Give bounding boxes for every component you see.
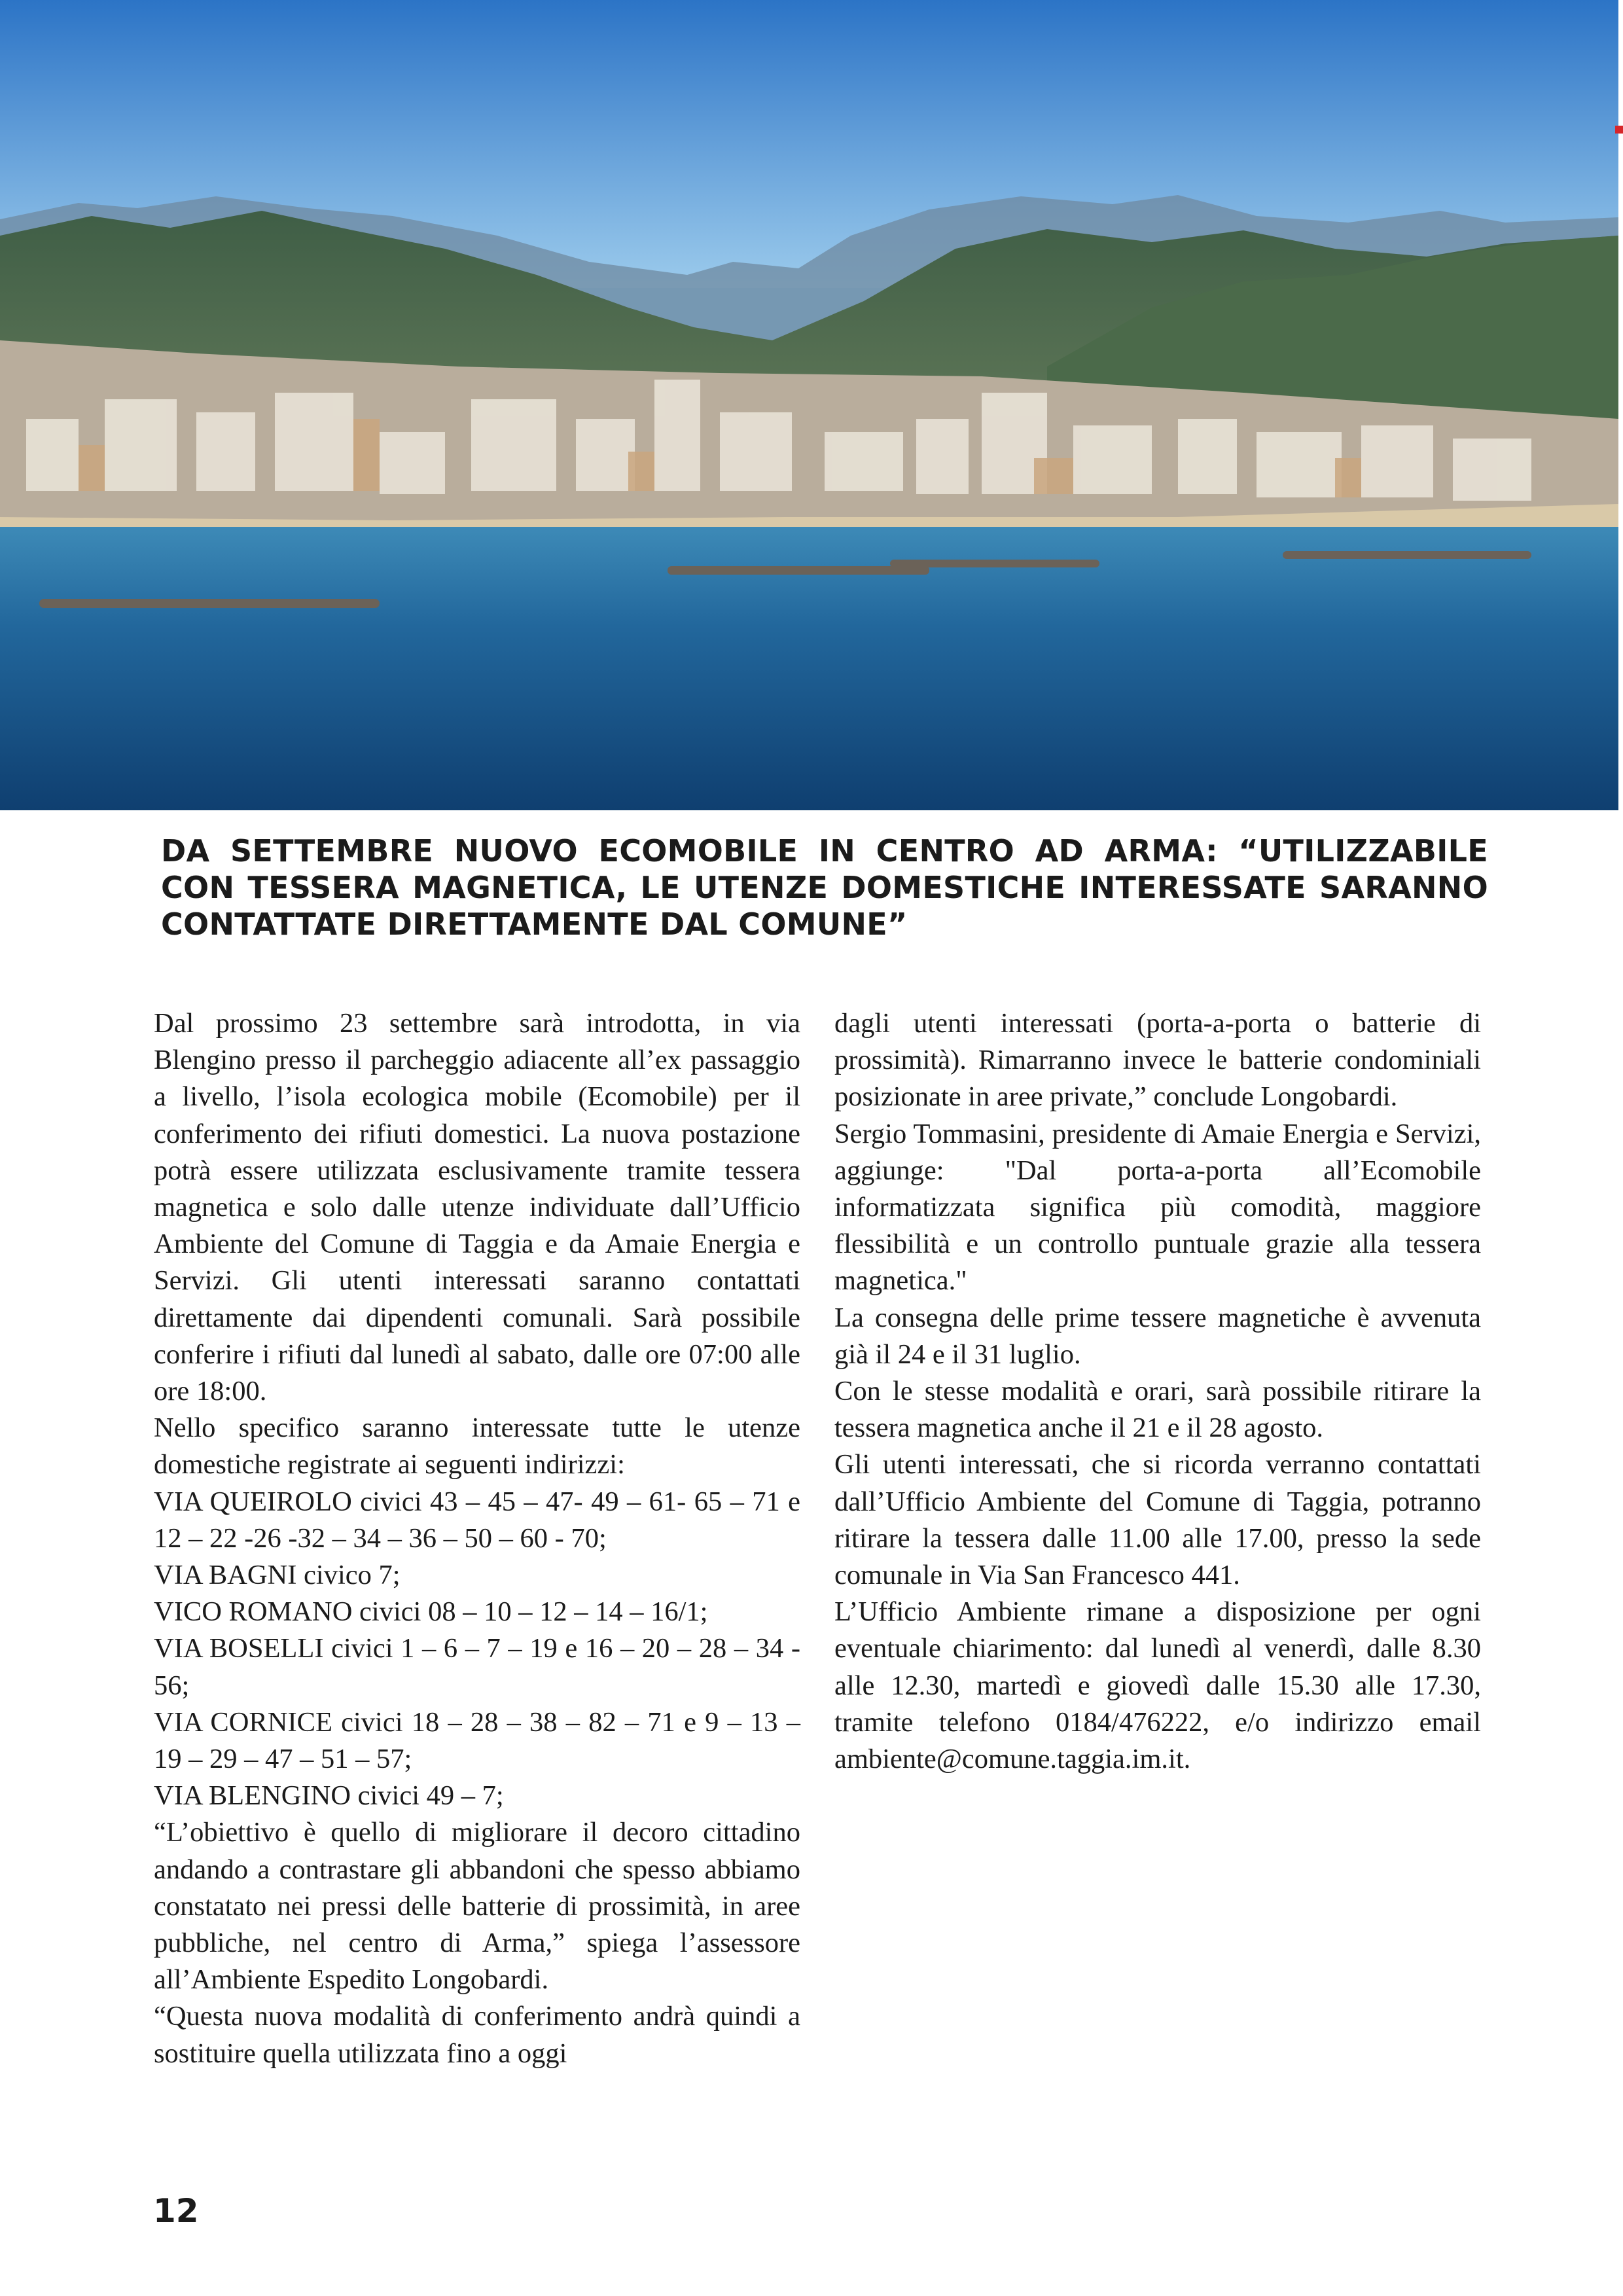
paragraph: La consegna delle prime tessere magnetiche è avvenuta già il 24 e il 31 luglio. [834, 1302, 1481, 1370]
quote-paragraph: “Questa nuova modalità di conferimento andrà quindi a sostituire quella utilizzata fino a oggi [154, 2001, 800, 2069]
red-corner-mark [1615, 126, 1623, 134]
address-line: VIA QUEIROLO civici 43 – 45 – 47- 49 – 61- 65 – 71 e 12 – 22 -26 -32 – 34 – 36 – 50 – 60 - 70; [154, 1486, 800, 1554]
paragraph: Nello specifico saranno interessate tutte le utenze domestiche registrate ai seguenti indirizzi: [154, 1412, 800, 1480]
article-right-column [834, 1005, 1481, 1778]
page-number: 12 [153, 2192, 199, 2230]
address-line: VIA CORNICE civici 18 – 28 – 38 – 82 – 71 e 9 – 13 – 19 – 29 – 47 – 51 – 57; [154, 1706, 800, 1775]
address-line: VIA BAGNI civico 7; [154, 1560, 401, 1591]
address-line: VIA BOSELLI civici 1 – 6 – 7 – 19 e 16 – 20 – 28 – 34 - 56; [154, 1633, 800, 1701]
address-line: VIA BLENGINO civici 49 – 7; [154, 1780, 504, 1812]
coastal-town-photo [0, 0, 1618, 810]
paragraph: dagli utenti interessati (porta-a-porta o batterie di prossimità). Rimarranno invece le batterie condominiali posizionate in aree private,” conclude Longobardi. [834, 1008, 1481, 1113]
article-headline: DA SETTEMBRE NUOVO ECOMOBILE IN CENTRO AD ARMA: “UTILIZZABILE CON TESSERA MAGNETICA, LE UTENZE DOMESTICHE INTERESSATE SARANNO CONTATTATE DIRETTAMENTE DAL COMUNE” [161, 833, 1488, 942]
paragraph: L’Ufficio Ambiente rimane a disposizione per ogni eventuale chiarimento: dal lunedì al venerdì, dalle 8.30 alle 12.30, martedì e giovedì dalle 15.30 alle 17.30, tramite telefono 0184/476222, e/o indirizzo email ambiente@comune.taggia.im.it. [834, 1596, 1481, 1775]
hero-photo [0, 0, 1618, 810]
paragraph: Con le stesse modalità e orari, sarà possibile ritirare la tessera magnetica anche il 21 e il 28 agosto. [834, 1376, 1481, 1444]
address-line: VICO ROMANO civici 08 – 10 – 12 – 14 – 16/1; [154, 1596, 708, 1628]
paragraph: Dal prossimo 23 settembre sarà introdotta, in via Blengino presso il parcheggio adiacente all’ex passaggio a livello, l’isola ecologica mobile (Ecomobile) per il conferimento dei rifiuti domestici. La nuova postazione potrà essere utilizzata esclusivamente tramite tessera magnetica e solo dalle utenze individuate dall’Ufficio Ambiente del Comune di Taggia e da Amaie Energia e Servizi. Gli utenti interessati saranno contattati direttamente dai dipendenti comunali. Sarà possibile conferire i rifiuti dal lunedì al sabato, dalle ore 07:00 alle ore 18:00. [154, 1008, 800, 1407]
paragraph: Gli utenti interessati, che si ricorda verranno contattati dall’Ufficio Ambiente del Comune di Taggia, potranno ritirare la tessera dalle 11.00 alle 17.00, presso la sede comunale in Via San Francesco 441. [834, 1449, 1481, 1591]
quote-paragraph: “L’obiettivo è quello di migliorare il decoro cittadino andando a contrastare gli abbandoni che spesso abbiamo constatato nei pressi delle batterie di prossimità, in aree pubbliche, nel centro di Arma,” spiega l’assessore all’Ambiente Espedito Longobardi. [154, 1817, 800, 1996]
paragraph: Sergio Tommasini, presidente di Amaie Energia e Servizi, aggiunge: "Dal porta-a-porta all’Ecomobile informatizzata significa più comodità, maggiore flessibilità e un controllo puntuale grazie alla tessera magnetica." [834, 1118, 1481, 1297]
article-left-column [154, 1005, 800, 2072]
